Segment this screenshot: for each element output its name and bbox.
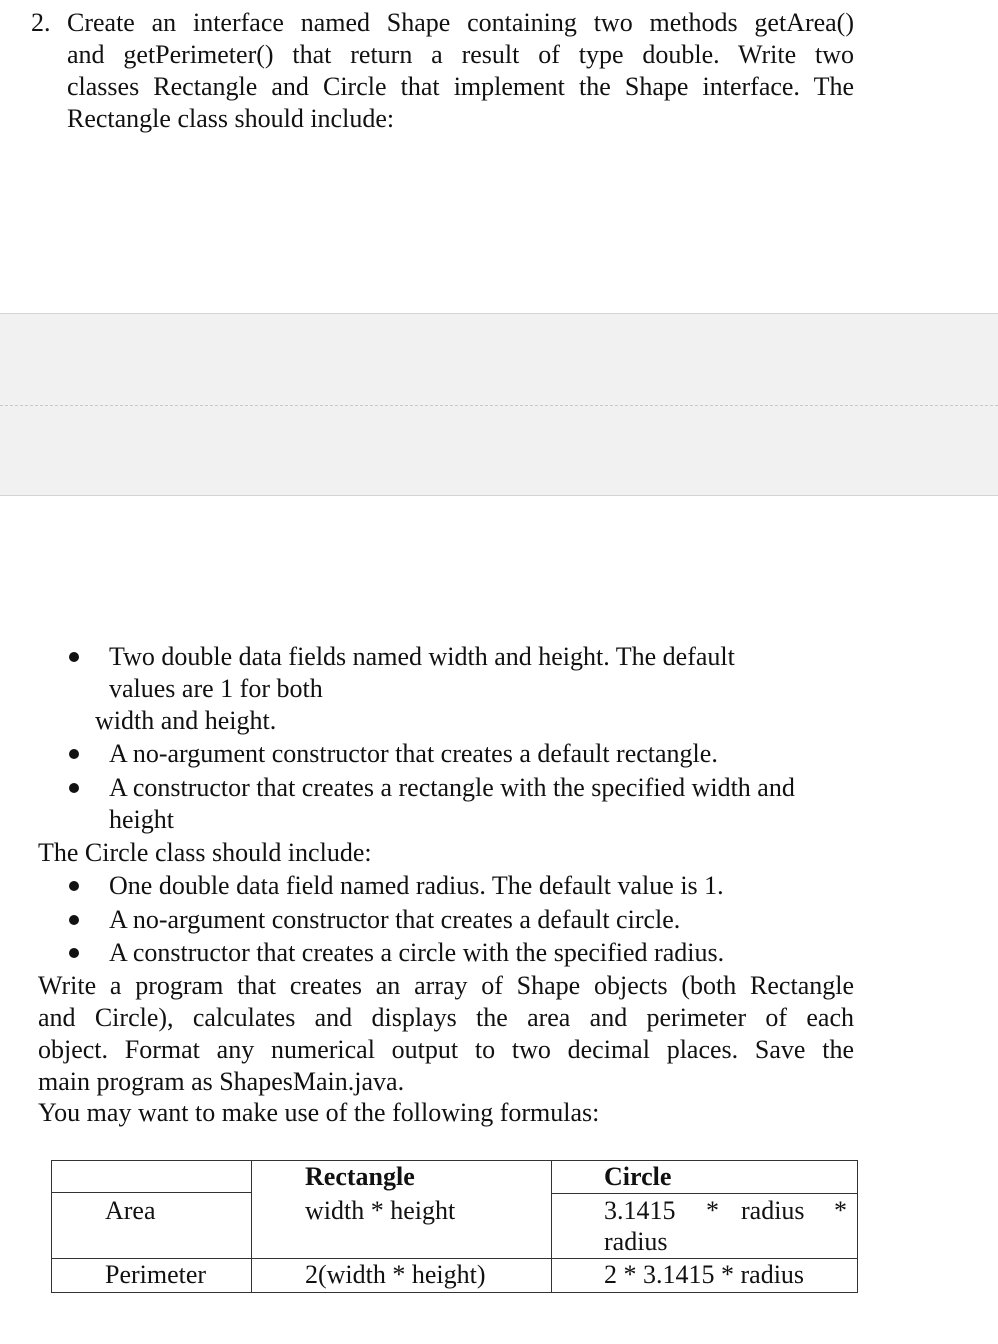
table-cell-perimeter-label xyxy=(52,1259,252,1293)
rect-bullet-2: A no-argument constructor that creates a default rectangle. xyxy=(109,739,718,768)
rect-bullet-1-line-1: Two double data fields named width and height. The default xyxy=(109,642,735,671)
question-line: and getPerimeter() that return a result of type double. Write two xyxy=(67,40,854,69)
bullet-dot xyxy=(69,915,79,925)
formula-table xyxy=(51,1160,858,1293)
program-line: Write a program that creates an array of Shape objects (both Rectangle xyxy=(38,971,854,1000)
bullet-dot xyxy=(69,749,79,759)
perimeter-rectangle: 2(width * height) xyxy=(305,1260,486,1289)
area-circle-token: 3.1415 xyxy=(604,1196,676,1225)
header-circle: Circle xyxy=(604,1162,672,1191)
table-cell-perimeter-rectangle xyxy=(252,1259,552,1293)
question-line: Create an interface named Shape containing two methods getArea() xyxy=(67,8,854,37)
bullet-dot xyxy=(69,783,79,793)
formulas-intro: You may want to make use of the following formulas: xyxy=(38,1098,600,1127)
page-break-dashed-line xyxy=(0,405,998,406)
circle-intro: The Circle class should include: xyxy=(38,838,372,867)
area-circle-token: * xyxy=(706,1196,719,1225)
perimeter-circle: 2 * 3.1415 * radius xyxy=(604,1260,805,1289)
question-paragraph xyxy=(67,7,854,135)
circle-bullet-2: A no-argument constructor that creates a default circle. xyxy=(109,905,681,934)
table-cell-area-circle xyxy=(552,1161,858,1259)
program-line: object. Format any numerical output to two decimal places. Save the xyxy=(38,1035,854,1064)
program-paragraph xyxy=(38,970,854,1098)
question-number: 2. xyxy=(31,8,51,37)
bullet-dot xyxy=(69,652,79,662)
bullet-dot xyxy=(69,948,79,958)
program-line: main program as ShapesMain.java. xyxy=(38,1067,405,1096)
question-line: classes Rectangle and Circle that implement the Shape interface. The xyxy=(67,72,854,101)
table-cell-area-label xyxy=(52,1161,252,1259)
perimeter-label: Perimeter xyxy=(105,1260,207,1289)
rect-bullet-1-line-3: width and height. xyxy=(95,706,277,735)
rect-bullet-3-line-1: A constructor that creates a rectangle with the specified width and xyxy=(109,773,795,802)
area-rectangle: width * height xyxy=(305,1196,456,1225)
table-cell-perimeter-circle xyxy=(552,1259,858,1293)
circle-bullet-1: One double data field named radius. The default value is 1. xyxy=(109,871,724,900)
area-label: Area xyxy=(105,1196,156,1225)
area-circle-token: * xyxy=(834,1196,847,1225)
area-circle-line-2: radius xyxy=(604,1227,668,1256)
table-cell-area-rectangle xyxy=(252,1161,552,1259)
header-rectangle: Rectangle xyxy=(305,1162,415,1191)
rect-bullet-1-line-2: values are 1 for both xyxy=(109,674,323,703)
bullet-dot xyxy=(69,881,79,891)
circle-bullet-3: A constructor that creates a circle with the specified radius. xyxy=(109,938,725,967)
program-line: and Circle), calculates and displays the area and perimeter of each xyxy=(38,1003,854,1032)
rect-bullet-3-line-2: height xyxy=(109,805,174,834)
question-line: Rectangle class should include: xyxy=(67,104,395,133)
area-circle-token: radius xyxy=(741,1196,805,1225)
